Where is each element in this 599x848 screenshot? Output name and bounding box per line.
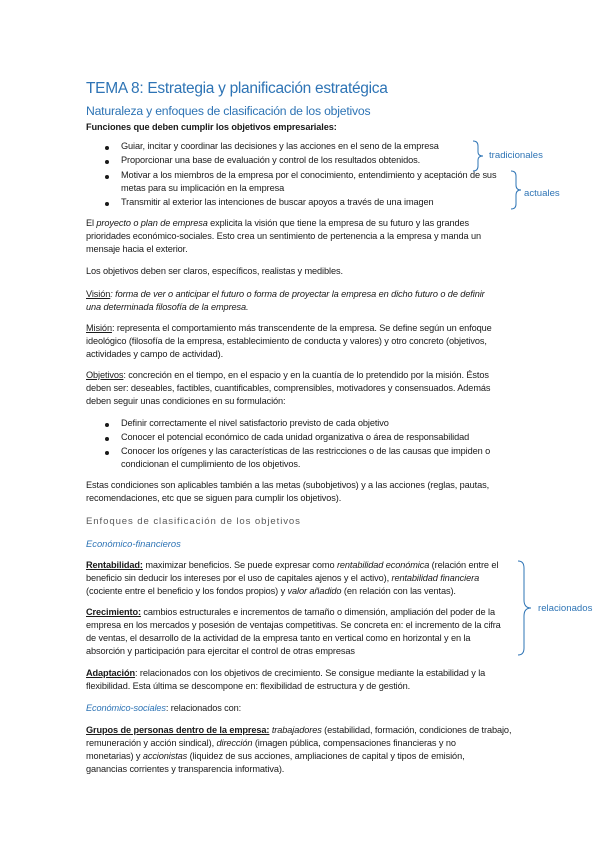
grupos-line: ganancias corrientes y transparencia informativa). xyxy=(86,764,285,774)
mision-line: actividades y campo de actividad). xyxy=(86,349,224,359)
mision-line: ideológico (filosofía de la empresa, establecimiento de conducta y valores) y otro concreto (objetivos, xyxy=(86,336,487,346)
adaptacion-line xyxy=(86,667,485,680)
emphasis-term: trabajadores xyxy=(271,725,322,735)
vision-line xyxy=(86,288,485,301)
text-run: (cociente entre el beneficio y los fondos propios) y xyxy=(86,586,288,596)
objetivos-line: deben seguir unas condiciones en su formulación: xyxy=(86,396,286,406)
emphasis-term: rentabilidad financiera xyxy=(391,573,480,583)
page-title: TEMA 8: Estrategia y planificación estratégica xyxy=(86,80,388,97)
grupos-label: Grupos de personas dentro de la empresa: xyxy=(86,725,270,735)
emphasis-term: accionistas xyxy=(142,751,188,761)
text-run: : relacionados con: xyxy=(165,703,242,713)
text-run: : representa el comportamiento más transcendente de la empresa. Se define según un enfoque xyxy=(111,323,492,333)
enfoques-heading: Enfoques de clasificación de los objetivos xyxy=(86,516,301,527)
condition-item: Conocer los orígenes y las características de las restricciones o de las causas que impiden o xyxy=(121,446,491,456)
grupos-line xyxy=(86,750,465,763)
function-item: Guiar, incitar y coordinar las decisiones y las acciones en el seno de la empresa xyxy=(121,141,439,151)
text-run: (imagen pública, compensaciones financieras y no xyxy=(252,738,456,748)
bullet-icon xyxy=(105,146,109,150)
crecimiento-line: empresa en los mercados y posesión de ventajas competitivas. Se concreta en: el incremento de la cifra xyxy=(86,620,501,630)
bullet-icon xyxy=(105,202,109,206)
function-item: Transmitir al exterior las intenciones de buscar apoyos a través de una imagen xyxy=(121,197,434,207)
emphasis-term: valor añadido xyxy=(287,586,342,596)
rentabilidad-label: Rentabilidad: xyxy=(86,560,143,570)
condition-item: Definir correctamente el nivel satisfactorio previsto de cada objetivo xyxy=(121,418,389,428)
estas-line: Estas condiciones son aplicables también a las metas (subobjetivos) y a las acciones (reglas, pautas, xyxy=(86,480,490,490)
text-run: (en relación con las ventas). xyxy=(341,586,456,596)
text-run: (estabilidad, formación, condiciones de trabajo, xyxy=(321,725,512,735)
functions-intro: Funciones que deben cumplir los objetivos empresariales: xyxy=(86,122,337,132)
adaptacion-label: Adaptación xyxy=(86,668,136,678)
function-item: Motivar a los miembros de la empresa por el conocimiento, entendimiento y aceptación de sus xyxy=(121,170,497,180)
text-run: maximizar beneficios. Se puede expresar como xyxy=(142,560,337,570)
proyecto-line: prioridades económico-sociales. Esto crea un sentimiento de pertenencia a la empresa y manda un xyxy=(86,231,481,241)
note-relacionados: relacionados xyxy=(538,603,593,614)
note-tradicionales: tradicionales xyxy=(489,150,543,161)
vision-label: Visión xyxy=(86,289,111,299)
crecimiento-line xyxy=(86,606,495,619)
proyecto-line: mensaje hacia el exterior. xyxy=(86,244,188,254)
bullet-icon xyxy=(105,437,109,441)
condition-item: Conocer el potencial económico de cada unidad organizativa o área de responsabilidad xyxy=(121,432,470,442)
function-item: Proporcionar una base de evaluación y control de los resultados obtenidos. xyxy=(121,155,421,165)
proyecto-line xyxy=(86,217,469,230)
condition-item-continued: condicionan el cumplimiento de los objetivos. xyxy=(121,459,301,469)
adaptacion-line: flexibilidad. Esta última se descompone en: flexibilidad de estructura y de gestión. xyxy=(86,681,411,691)
text-run: explicita la visión que tiene la empresa de su futuro y las grandes xyxy=(207,218,470,228)
rentabilidad-line xyxy=(86,585,456,598)
bullet-icon xyxy=(105,423,109,427)
note-actuales: actuales xyxy=(524,188,560,199)
mision-label: Misión xyxy=(86,323,112,333)
bullet-icon xyxy=(105,451,109,455)
crecimiento-line: de ventas, el desarrollo de la actividad de la empresa tanto en vertical como en horizontal y en la xyxy=(86,633,471,643)
brace-icon xyxy=(509,170,523,210)
bullet-icon xyxy=(105,175,109,179)
objetivos-line xyxy=(86,369,489,382)
econ-soc-heading xyxy=(86,702,241,715)
econ-soc-title: Económico-sociales xyxy=(86,703,166,713)
rentabilidad-line xyxy=(86,572,479,585)
text-run: : concreción en el tiempo, en el espacio y en la cuantía de lo pretendido por la misión. Éstos xyxy=(123,370,489,380)
mision-line xyxy=(86,322,492,335)
text-run: : forma de ver o anticipar el futuro o forma de proyectar la empresa en dicho futuro o de definir xyxy=(110,289,485,299)
grupos-line xyxy=(86,724,511,737)
text-run: beneficio sin deducir los intereses por el uso de capitales ajenos y el activo), xyxy=(86,573,392,583)
claros-paragraph: Los objetivos deben ser claros, específicos, realistas y medibles. xyxy=(86,266,343,276)
objetivos-line: deben ser: deseables, factibles, cuantificables, comprensibles, motivadores y consensuados. Además xyxy=(86,383,491,393)
econ-fin-heading: Económico-financieros xyxy=(86,538,181,549)
rentabilidad-line xyxy=(86,559,498,572)
grupos-line xyxy=(86,737,456,750)
brace-icon xyxy=(516,560,534,656)
text-run: monetarias) y xyxy=(86,751,143,761)
bullet-icon xyxy=(105,160,109,164)
text-run: remuneración y acción sindical), xyxy=(86,738,217,748)
objetivos-label: Objetivos xyxy=(86,370,124,380)
vision-line: una determinada filosofía de la empresa. xyxy=(86,302,249,312)
section-subtitle: Naturaleza y enfoques de clasificación de los objetivos xyxy=(86,104,371,118)
crecimiento-line: absorción y participación para ejercitar el control de otras empresas xyxy=(86,646,355,656)
text-run: : relacionados con los objetivos de crecimiento. Se consigue mediante la estabilidad y la xyxy=(135,668,486,678)
emphasis-term: proyecto o plan de empresa xyxy=(96,218,208,228)
text-run: (liquidez de sus acciones, ampliaciones de capital y tipos de emisión, xyxy=(187,751,465,761)
crecimiento-label: Crecimiento: xyxy=(86,607,141,617)
function-item-continued: metas para su implicación en la empresa xyxy=(121,183,285,193)
text-run: El xyxy=(86,218,97,228)
brace-icon xyxy=(471,140,485,172)
estas-line: recomendaciones, etc que se siguen para cumplir los objetivos). xyxy=(86,493,342,503)
text-run: (relación entre el xyxy=(429,560,499,570)
emphasis-term: rentabilidad económica xyxy=(336,560,430,570)
text-run: cambios estructurales e incrementos de tamaño o dimensión, ampliación del poder de la xyxy=(140,607,495,617)
emphasis-term: dirección xyxy=(216,738,253,748)
